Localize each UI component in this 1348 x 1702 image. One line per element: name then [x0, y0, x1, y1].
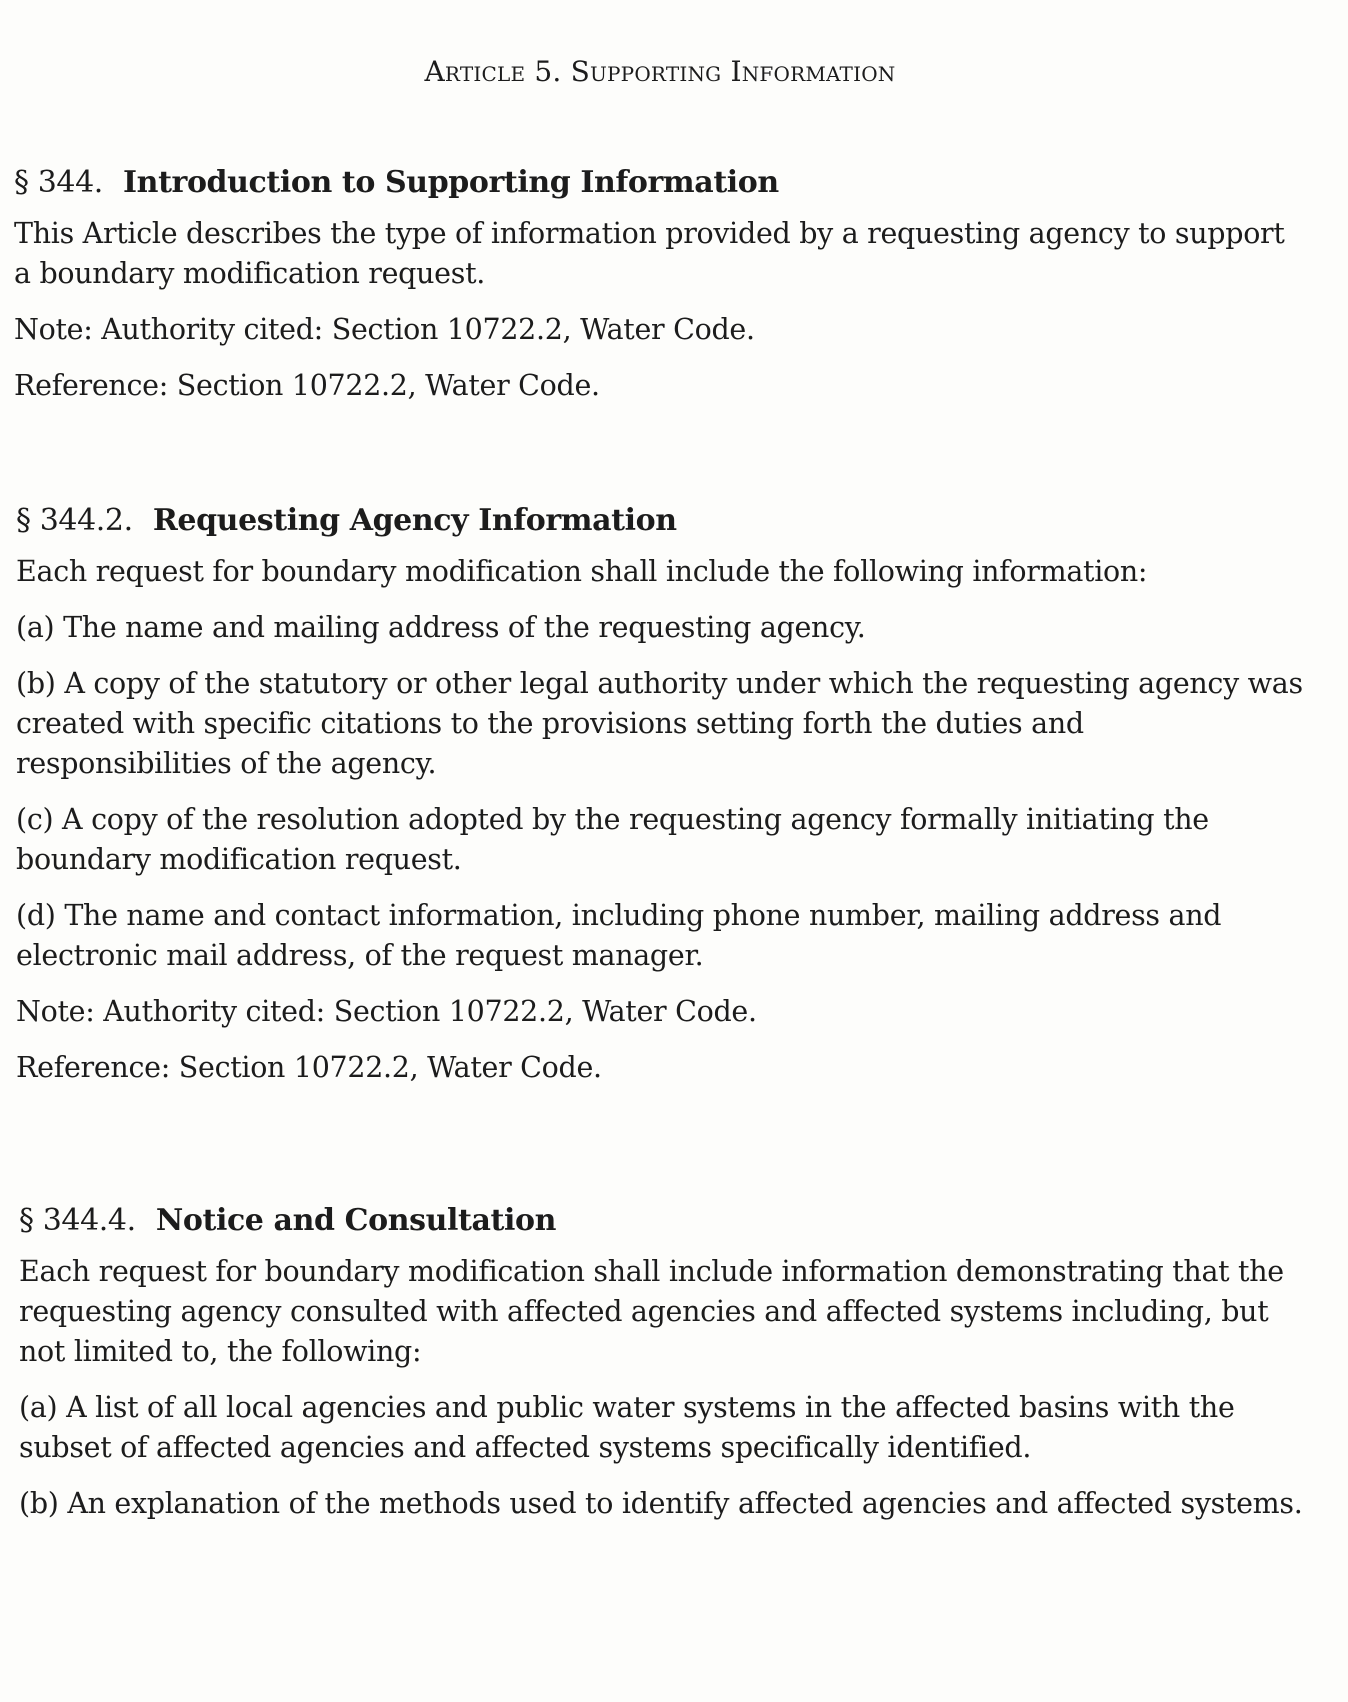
paragraph: Each request for boundary modification shall include information demonstrating that the requesting agency consulted with affected agencies and affected systems including, but not limited to, the following:	[19, 1255, 1284, 1368]
section-344-4	[19, 1203, 1309, 1540]
article-title: Article 5. Supporting Information	[424, 55, 896, 88]
authority-note: Note: Authority cited: Section 10722.2, Water Code.	[14, 313, 755, 346]
authority-note: Note: Authority cited: Section 10722.2, Water Code.	[16, 995, 757, 1028]
section-number: § 344.	[14, 165, 103, 200]
section-heading	[19, 1203, 1309, 1238]
section-344	[14, 165, 1304, 422]
section-344-2	[16, 503, 1306, 1104]
list-item-b: (b) A copy of the statutory or other legal authority under which the requesting agency was created with specific citations to the provisions setting forth the duties and responsibilities of the agency.	[16, 667, 1303, 780]
section-title: Notice and Consultation	[155, 1203, 556, 1238]
paragraph: This Article describes the type of information provided by a requesting agency to support a boundary modification request.	[14, 217, 1285, 290]
list-item-b: (b) An explanation of the methods used to identify affected agencies and affected systems.	[19, 1487, 1303, 1520]
section-title: Introduction to Supporting Information	[123, 165, 779, 200]
section-heading	[14, 165, 1304, 200]
section-number: § 344.4.	[19, 1203, 136, 1238]
list-item-a: (a) The name and mailing address of the requesting agency.	[16, 611, 866, 644]
list-item-c: (c) A copy of the resolution adopted by the requesting agency formally initiating the boundary modification request.	[16, 803, 1209, 876]
section-title: Requesting Agency Information	[152, 503, 677, 538]
section-heading	[16, 503, 1306, 538]
list-item-a: (a) A list of all local agencies and public water systems in the affected basins with the subset of affected agencies and affected systems specifically identified.	[19, 1391, 1235, 1464]
section-number: § 344.2.	[16, 503, 133, 538]
reference-note: Reference: Section 10722.2, Water Code.	[14, 369, 600, 402]
paragraph: Each request for boundary modification shall include the following information:	[16, 555, 1148, 588]
list-item-d: (d) The name and contact information, including phone number, mailing address and electronic mail address, of the request manager.	[16, 899, 1222, 972]
reference-note: Reference: Section 10722.2, Water Code.	[16, 1051, 602, 1084]
